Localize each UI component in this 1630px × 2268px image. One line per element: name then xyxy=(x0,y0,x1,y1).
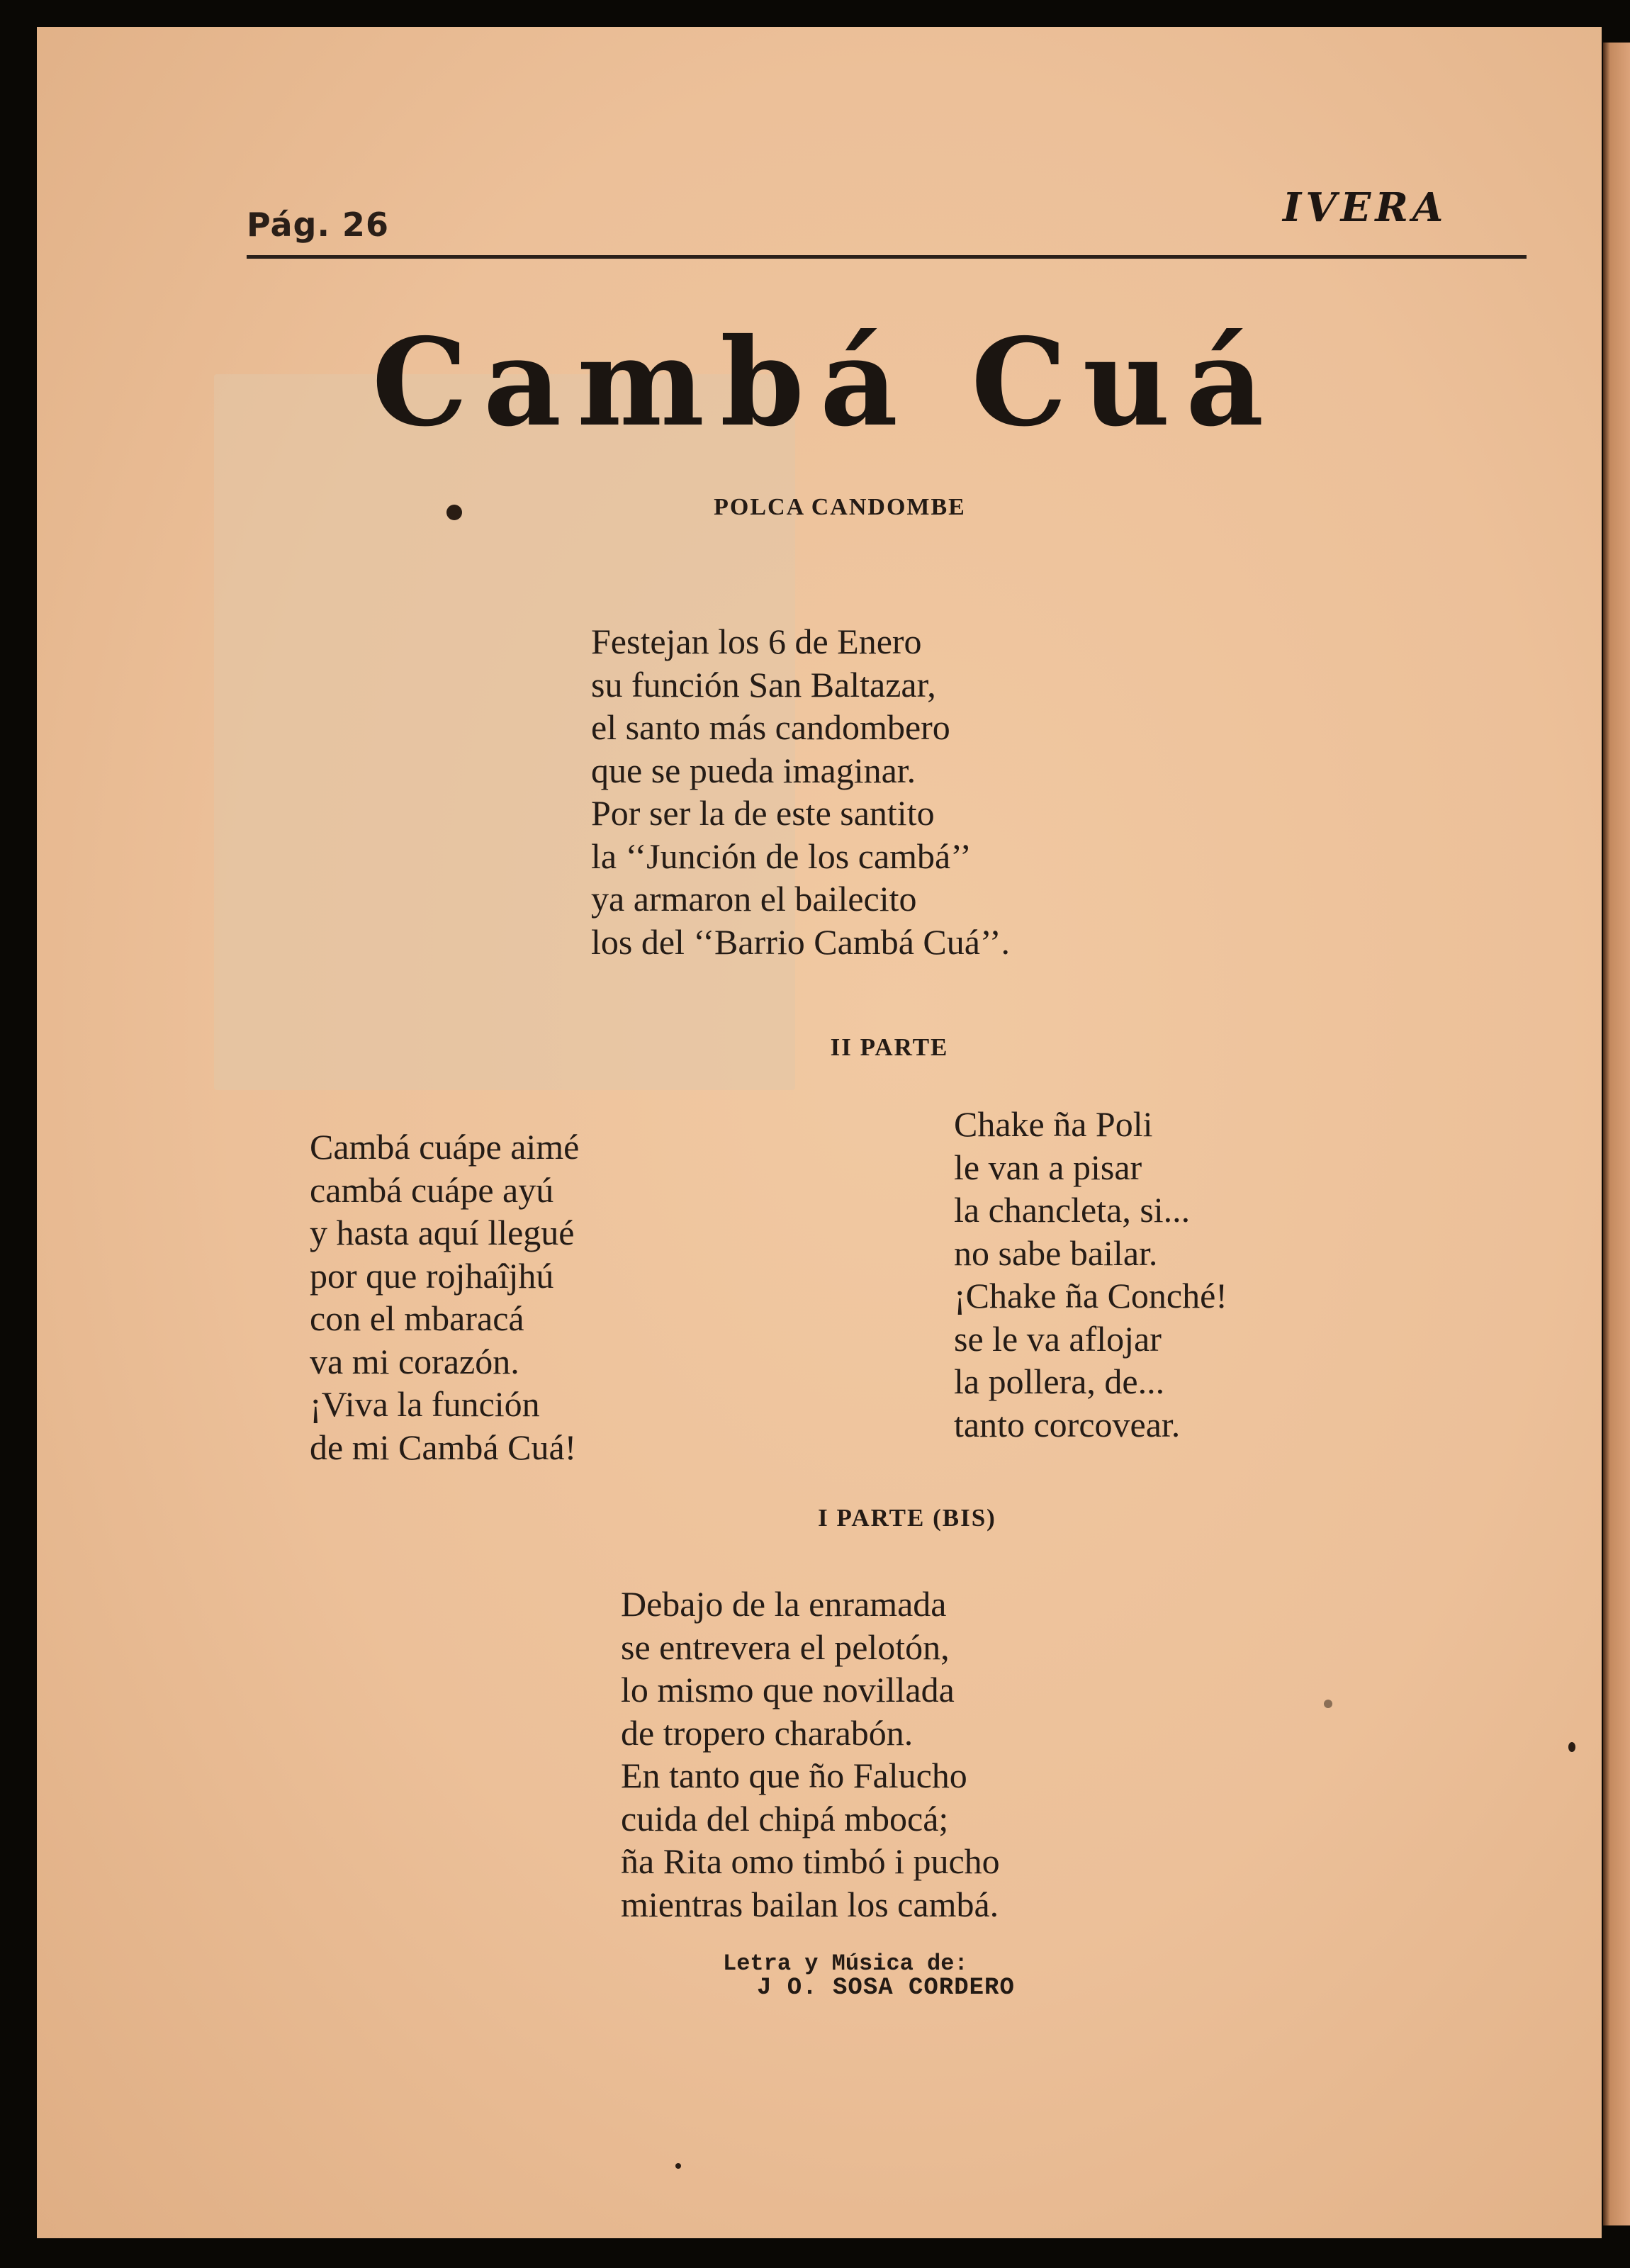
verse-line: ¡Viva la función xyxy=(310,1384,540,1424)
verse-line: la ‘‘Junción de los cambá’’ xyxy=(591,836,972,876)
verse-line: cambá cuápe ayú xyxy=(310,1169,554,1210)
section-heading-part-2: II PARTE xyxy=(830,1033,949,1061)
paper-speck xyxy=(1324,1700,1332,1708)
verse-part-2-left xyxy=(310,1125,579,1469)
paper-speck xyxy=(1568,1742,1575,1752)
header-rule xyxy=(247,255,1527,259)
verse-line: lo mismo que novillada xyxy=(621,1670,955,1710)
verse-line: y hasta aquí llegué xyxy=(310,1213,575,1252)
section-heading-part-1-bis: I PARTE (BIS) xyxy=(818,1504,996,1532)
verse-line: Chake ña Poli xyxy=(954,1104,1153,1144)
paper-speck xyxy=(675,2163,681,2169)
verse-line: que se pueda imaginar. xyxy=(591,750,916,790)
verse-line: ya armaron el bailecito xyxy=(591,879,917,919)
verse-part-2-right xyxy=(954,1103,1227,1446)
verse-line: con el mbaracá xyxy=(310,1298,524,1338)
verse-line: su función San Baltazar, xyxy=(591,664,936,704)
verse-line: de mi Cambá Cuá! xyxy=(310,1427,577,1467)
verse-line: la pollera, de... xyxy=(954,1362,1165,1401)
verse-line: ¡Chake ña Conché! xyxy=(954,1276,1227,1315)
verse-line: se entrevera el pelotón, xyxy=(621,1627,950,1667)
verse-line: En tanto que ño Falucho xyxy=(621,1756,967,1795)
verse-part-1 xyxy=(591,620,1010,963)
verse-line: no sabe bailar. xyxy=(954,1233,1158,1273)
verse-part-1-bis xyxy=(621,1583,1000,1926)
verse-line: el santo más candombero xyxy=(591,707,950,747)
credit-label: Letra y Música de: xyxy=(723,1950,968,1977)
verse-line: va mi corazón. xyxy=(310,1341,519,1381)
song-title: Cambá Cuá xyxy=(371,312,1280,454)
verse-line: Cambá cuápe aimé xyxy=(310,1127,580,1167)
paper-speck xyxy=(446,505,462,520)
verse-line: cuida del chipá mbocá; xyxy=(621,1798,949,1838)
song-subtitle: POLCA CANDOMBE xyxy=(714,494,966,520)
verse-line: Por ser la de este santito xyxy=(591,793,935,833)
verse-line: Festejan los 6 de Enero xyxy=(591,622,922,661)
verse-line: ña Rita omo timbó i pucho xyxy=(621,1841,1000,1881)
verse-line: por que rojhaîjhú xyxy=(310,1255,554,1296)
verse-line: de tropero charabón. xyxy=(621,1712,914,1753)
verse-line: Debajo de la enramada xyxy=(621,1584,947,1624)
verse-line: se le va aflojar xyxy=(954,1318,1162,1359)
verse-line: los del ‘‘Barrio Cambá Cuá’’. xyxy=(591,921,1011,962)
page-number: Pág. 26 xyxy=(247,206,389,244)
credit-author: J O. SOSA CORDERO xyxy=(757,1975,1015,2002)
verse-line: le van a pisar xyxy=(954,1147,1142,1187)
verse-line: la chancleta, si... xyxy=(954,1190,1191,1230)
verse-line: tanto corcovear. xyxy=(954,1404,1181,1444)
magazine-name: IVERA xyxy=(1283,184,1448,231)
verse-line: mientras bailan los cambá. xyxy=(621,1884,999,1924)
